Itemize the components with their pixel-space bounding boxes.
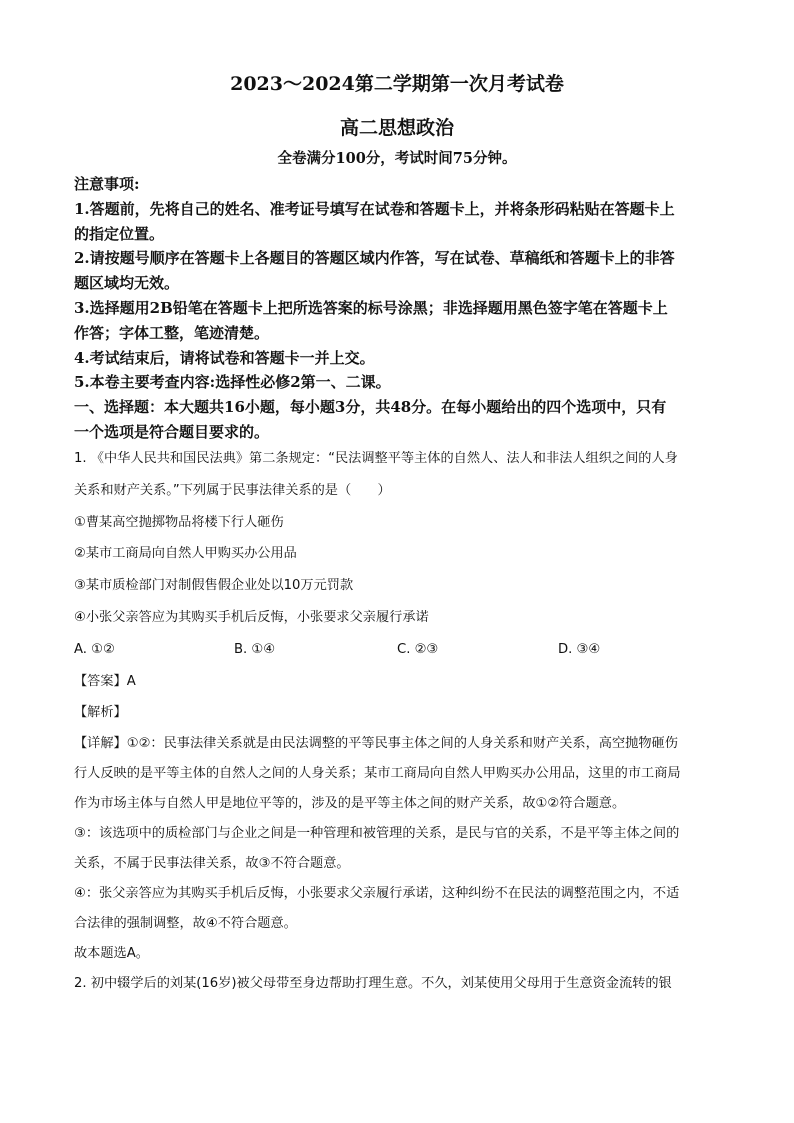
note-line: 的指定位置。 (74, 224, 165, 243)
q1-answer: 【答案】A (74, 673, 136, 689)
option-b: B. ①④ (234, 641, 276, 657)
note-line: 2.请按题号顺序在答题卡上各题目的答题区域内作答，写在试卷、草稿纸和答题卡上的非答 (74, 249, 675, 268)
q1-analysis-line: ④：张父亲答应为其购买手机后反悔，小张要求父亲履行承诺，这种纠纷不在民法的调整范围之内，不适 (74, 886, 680, 902)
exam-title: 2023～2024第二学期第一次月考试卷 (230, 73, 564, 95)
option-c: C. ②③ (397, 641, 439, 657)
q1-stem: 1. 《中华人民共和国民法典》第二条规定：“民法调整平等主体的自然人、法人和非法人组织之间的人身 (74, 451, 678, 466)
subject-title: 高二思想政治 (339, 117, 454, 139)
question-body (74, 443, 722, 999)
section-heading: 一、选择题：本大题共16小题，每小题3分，共48分。在每小题给出的四个选项中，只有 (74, 398, 667, 417)
option-d: D. ③④ (558, 641, 601, 657)
q2-stem: 2. 初中辍学后的刘某(16岁)被父母带至身边帮助打理生意。不久，刘某使用父母用于生意资金流转的银 (74, 976, 672, 992)
q1-analysis-label: 【解析】 (74, 705, 127, 721)
section-heading-cont: 一个选项是符合题目要求的。 (74, 422, 270, 441)
note-line: 题区域均无效。 (74, 274, 180, 293)
note-line: 4.考试结束后，请将试卷和答题卡一并上交。 (74, 348, 375, 367)
q1-conclusion: 故本题选A。 (74, 946, 149, 962)
q1-analysis-line: 行人反映的是平等主体的自然人之间的人身关系；某市工商局向自然人甲购买办公用品，这里的市工商局 (74, 766, 681, 782)
q1-analysis-line: 【详解】①②：民事法律关系就是由民法调整的平等民事主体之间的人身关系和财产关系，高空抛物砸伤 (74, 736, 678, 752)
q1-stem-cont: 关系和财产关系。”下列属于民事法律关系的是（ ） (74, 482, 391, 498)
note-line: 3.选择题用2B铅笔在答题卡上把所选答案的标号涂黑；非选择题用黑色签字笔在答题卡上 (74, 298, 668, 317)
q1-analysis-line: 合法律的强制调整，故④不符合题意。 (74, 916, 297, 932)
option-a: A. ①② (74, 641, 115, 657)
note-line: 作答；字体工整，笔迹清楚。 (74, 323, 270, 342)
q1-options (74, 634, 722, 666)
q1-analysis-line: 关系，不属于民事法律关系，故③不符合题意。 (74, 856, 350, 872)
note-line: 1.答题前，先将自己的姓名、准考证号填写在试卷和答题卡上，并将条形码粘贴在答题卡上 (74, 199, 675, 218)
notes-section (74, 172, 724, 445)
q1-item: ①曹某高空抛掷物品将楼下行人砸伤 (74, 514, 284, 530)
q1-analysis-line: 作为市场主体与自然人甲是地位平等的，涉及的是平等主体之间的财产关系，故①②符合题意。 (74, 796, 626, 812)
exam-info: 全卷满分100分，考试时间75分钟。 (277, 150, 517, 167)
q1-item: ②某市工商局向自然人甲购买办公用品 (74, 546, 297, 562)
q1-item: ③某市质检部门对制假售假企业处以10万元罚款 (74, 578, 354, 594)
notes-heading: 注意事项: (74, 175, 140, 193)
note-line: 5.本卷主要考查内容:选择性必修2第一、二课。 (74, 373, 391, 392)
q1-item: ④小张父亲答应为其购买手机后反悔，小张要求父亲履行承诺 (74, 609, 429, 625)
q1-analysis-line: ③：该选项中的质检部门与企业之间是一种管理和被管理的关系，是民与官的关系，不是平等主体之间的 (74, 826, 680, 842)
